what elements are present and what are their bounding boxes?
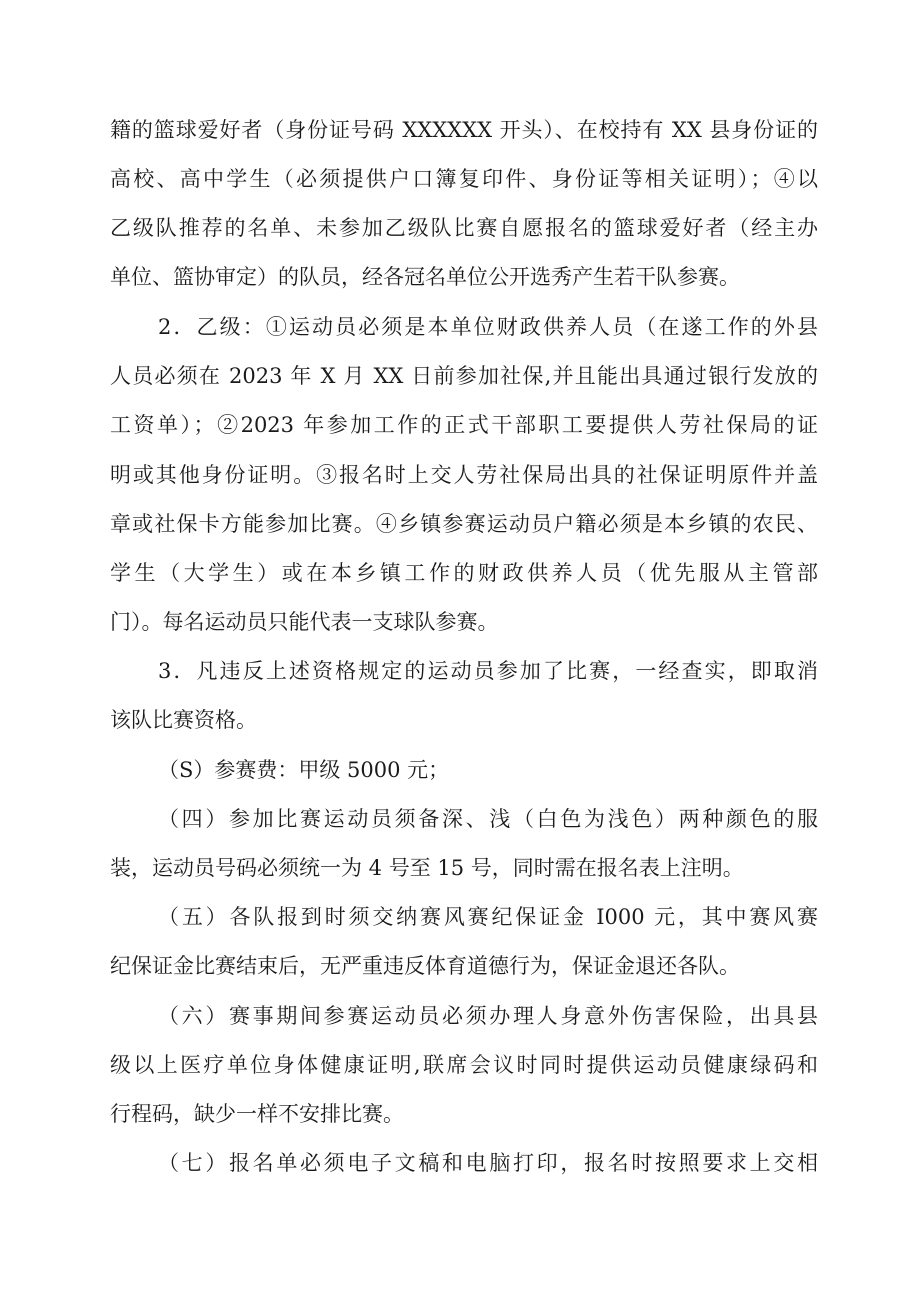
text-line: 明或其他身份证明。③报名时上交人劳社保局出具的社保证明原件并盖	[110, 463, 818, 487]
text-line: 行程码，缺少一样不安排比赛。	[110, 1102, 404, 1126]
text-line: 乙级队推荐的名单、未参加乙级队比赛自愿报名的篮球爱好者（经主办	[110, 216, 818, 240]
text-line: 章或社保卡方能参加比赛。④乡镇参赛运动员户籍必须是本乡镇的农民、	[110, 512, 818, 536]
text-line: 高校、高中学生（必须提供户口簿复印件、身份证等相关证明）；④以	[110, 167, 818, 191]
text-line: 人员必须在 2023 年 X 月 XX 日前参加社保,并且能出具通过银行发放的	[110, 364, 818, 388]
text-line: 纪保证金比赛结束后，无严重违反体育道德行为，保证金退还各队。	[110, 954, 740, 978]
text-line: （六）赛事期间参赛运动员必须办理人身意外伤害保险，出具县	[158, 1004, 818, 1028]
text-line: （S）参赛费：甲级 5000 元；	[158, 758, 450, 782]
text-line: 籍的篮球爱好者（身份证号码 XXXXXX 开头）、在校持有 XX 县身份证的	[110, 118, 818, 142]
text-line: 单位、篮协审定）的队员，经各冠名单位公开选秀产生若干队参赛。	[110, 265, 740, 289]
text-line: 门）。每名运动员只能代表一支球队参赛。	[110, 610, 499, 634]
text-line: （四）参加比赛运动员须备深、浅（白色为浅色）两种颜色的服	[158, 807, 818, 831]
text-line: 该队比赛资格。	[110, 708, 257, 732]
text-line: 3．凡违反上述资格规定的运动员参加了比赛，一经查实，即取消	[158, 659, 818, 683]
text-line: 级以上医疗单位身体健康证明,联席会议时同时提供运动员健康绿码和	[110, 1053, 818, 1077]
text-line: 工资单）；②2023 年参加工作的正式干部职工要提供人劳社保局的证	[110, 413, 818, 437]
text-line: 学生（大学生）或在本乡镇工作的财政供养人员（优先服从主管部	[110, 561, 818, 585]
text-line: 2．乙级：①运动员必须是本单位财政供养人员（在遂工作的外县	[158, 315, 818, 339]
text-line: （七）报名单必须电子文稿和电脑打印，报名时按照要求上交相	[158, 1151, 818, 1175]
text-line: 装，运动员号码必须统一为 4 号至 15 号，同时需在报名表上注明。	[110, 856, 744, 880]
text-line: （五）各队报到时须交纳赛风赛纪保证金 I000 元，其中赛风赛	[158, 905, 818, 929]
